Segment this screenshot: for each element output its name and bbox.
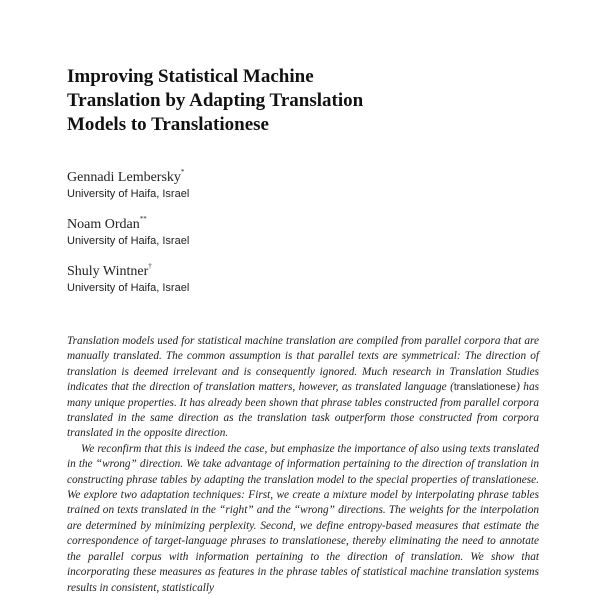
author-affiliation: University of Haifa, Israel bbox=[67, 188, 190, 200]
title-line: Models to Translationese bbox=[67, 114, 269, 135]
author-affiliation: University of Haifa, Israel bbox=[67, 235, 190, 247]
author-block bbox=[67, 169, 467, 216]
author-block bbox=[67, 263, 467, 310]
author-name: Noam Ordan** bbox=[67, 215, 147, 232]
author-footnote-mark: † bbox=[148, 262, 152, 270]
author-affiliation: University of Haifa, Israel bbox=[67, 282, 190, 294]
paper-title bbox=[67, 65, 527, 137]
author-name: Shuly Wintner† bbox=[67, 262, 152, 279]
author-footnote-mark: * bbox=[180, 168, 185, 176]
author-block bbox=[67, 216, 467, 263]
abstract bbox=[67, 334, 539, 596]
author-list bbox=[67, 169, 467, 310]
title-line: Improving Statistical Machine bbox=[67, 66, 314, 87]
title-line: Translation by Adapting Translation bbox=[67, 90, 364, 111]
abstract-paragraph: We reconfirm that this is indeed the case, but emphasize the importance of also using texts translated in the “wrong” direction. We take advantage of information pertaining to the direction of translation in constructing phrase tables by adapting the translation model to the special properties of translationese. We explore two adaptation techniques: First, we create a mixture model by interpolating phrase tables trained on texts translated in the “right” and the “wrong” directions. The weights for the interpolation are determined by minimizing perplexity. Second, we define entropy-based measures that estimate the correspondence of target-language phrases to translationese, thereby eliminating the need to annotate the parallel corpus with information pertaining to the direction of translation. We show that incorporating these measures as features in the phrase tables of statistical machine translation systems results in consistent, statistically bbox=[67, 442, 539, 594]
abstract-paragraph: Translation models used for statistical machine translation are compiled from parallel corpora that are manually translated. The common assumption is that parallel texts are symmetrical: The direction of translation is deemed irrelevant and is consequently ignored. Much research in Translation Studies indicates that the direction of translation matters, however, as translated language (translationese) has many unique properties. It has already been shown that phrase tables constructed from parallel corpora translated in the same direction as the translation task outperform those constructed from corpora translated in the opposite direction. bbox=[67, 335, 539, 440]
author-footnote-mark: ** bbox=[139, 215, 147, 223]
author-name: Gennadi Lembersky* bbox=[67, 168, 185, 185]
term-translationese: translationese bbox=[453, 382, 517, 394]
